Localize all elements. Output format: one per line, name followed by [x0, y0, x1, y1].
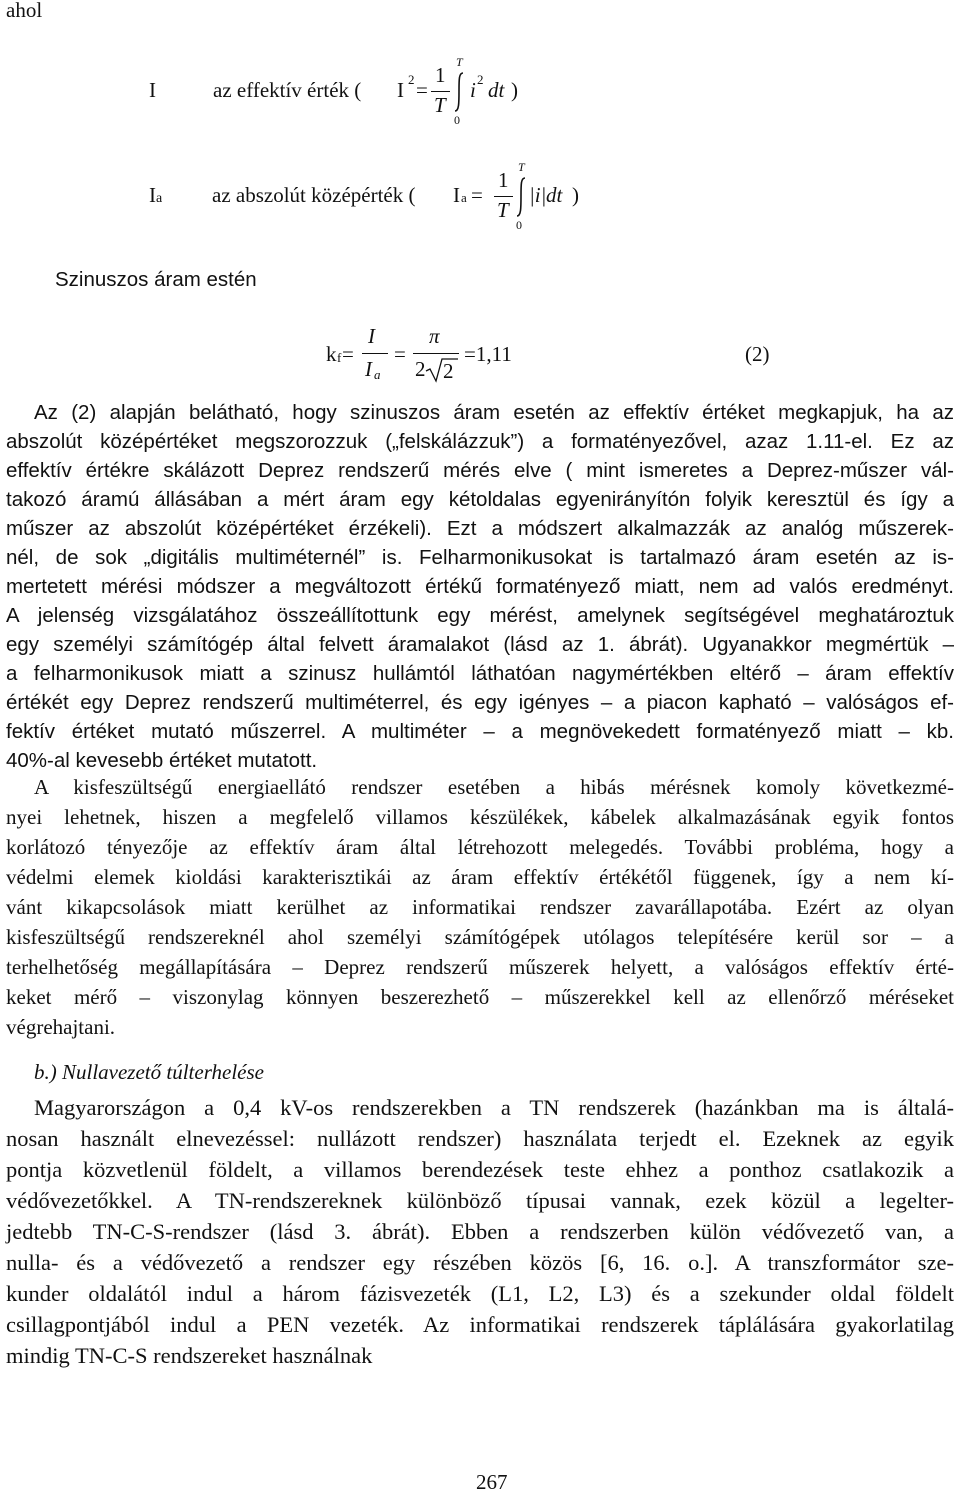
frac-numerator: 1: [435, 63, 446, 87]
formula-eq: =: [342, 342, 354, 366]
integrand: i: [470, 78, 476, 102]
sqrt-radicand: 2: [443, 359, 454, 383]
definition-rms: [0, 55, 960, 125]
paragraph-line: keket mérő – viszonylag könnyen beszerezhető – műszerekkel kell az ellenőrző méréseket: [6, 985, 954, 1009]
formula-lhs: k: [326, 342, 337, 366]
section-heading: b.) Nullavezető túlterhelése: [34, 1060, 264, 1084]
formula-result: =1,11: [464, 342, 512, 366]
differential: dt: [488, 78, 505, 102]
paragraph-line: A jelenség vizsgálatához összeállítottunk egy mérést, amelynek segítségével meghatároztuk: [6, 604, 954, 627]
paragraph-line: abszolút középértéket megszorozzuk („felskálázzuk”) a formatényezővel, azaz 1.11-el. Ez az: [6, 430, 954, 453]
paragraph-line: nél, de sok „digitális multiméternél” is. Felharmonikusokat is tartalmazó áram esetén az is-: [6, 546, 954, 569]
paragraph-line: kunder oldalától indul a három fázisvezeték (L1, L2, L3) és a szekunder oldal földelt: [6, 1281, 954, 1306]
integral-sign-icon: [514, 176, 528, 218]
frac-numerator: 1: [498, 168, 509, 192]
paragraph-line: egy személyi számítógép által felvett áramalakot (lásd az 1. ábrát). Ugyanakkor megmértük –: [6, 633, 954, 656]
definition-symbol-sub: a: [156, 191, 163, 206]
frac-denominator: I: [365, 357, 372, 381]
frac-bar: [413, 353, 459, 354]
formula-lhs-sup: 2: [408, 72, 415, 87]
frac-bar: [431, 91, 450, 92]
paragraph-line: mindig TN-C-S rendszereket használnak: [6, 1343, 373, 1368]
paragraph-line: A kisfeszültségű energiaellátó rendszer esetében a hibás mérésnek komoly következmé-: [34, 775, 954, 799]
frac-numerator: I: [368, 324, 375, 348]
equation-number: (2): [745, 342, 770, 366]
formula-lhs-sub: a: [461, 190, 467, 205]
paragraph-line: Magyarországon a 0,4 kV-os rendszerekben a TN rendszerek (hazánkban ma is általá-: [34, 1095, 954, 1120]
paragraph-line: takozó áramú állásában a mért áram egy kétoldalas egyenirányítón folyik keresztül és így a: [6, 488, 954, 511]
paragraph-3: [0, 1092, 960, 1382]
formula-lhs-sub: f: [337, 350, 342, 365]
integrand: |i|: [529, 183, 547, 207]
frac-bar: [494, 196, 513, 197]
paragraph-line: értékét egy Deprez rendszerű multiméterrel, és egy igényes – a piacon kapható – valóságos ef-: [6, 691, 954, 714]
paragraph-line: pontja közvetlenül földelt, a villamos berendezések teste ehhez a ponthoz csatlakozik a: [6, 1157, 954, 1182]
paragraph-line: védelmi elemek kioldási karakterisztikái az áram effektív értékétől függenek, így a nem kí-: [6, 865, 954, 889]
paragraph-line: fektív értéket mutató műszerrel. A multiméter – a megnövekedett formatényező miatt – kb.: [6, 720, 954, 743]
formula-eq: =: [416, 78, 428, 102]
paragraph-line: nulla- és a védővezető a rendszer egy részében közös [6, 16. o.]. A transzformátor sze-: [6, 1250, 954, 1275]
paragraph-line: Az (2) alapján belátható, hogy szinuszos áram esetén az effektív értéket megkapjuk, ha az: [34, 401, 954, 424]
close-paren: ): [572, 183, 579, 207]
integrand-sup: 2: [477, 72, 484, 87]
frac-numerator: π: [429, 324, 440, 348]
paragraph-line: 40%-al kevesebb értéket mutatott.: [6, 749, 318, 772]
form-factor-formula: [0, 322, 960, 398]
paragraph-line: korlátozó tényezője az effektív áram által létrehozott melegedés. További probléma, hogy a: [6, 835, 954, 859]
paragraph-line: csillagpontjából indul a PEN vezeték. Az informatikai rendszerek táplálására gyakorlatilag: [6, 1312, 954, 1337]
formula-lhs: I: [397, 78, 404, 102]
paragraph-1: [0, 398, 960, 778]
paragraph-line: vánt kikapcsolások miatt kerülhet az informatikai rendszer zavarállapotába. Ezért az olyan: [6, 895, 954, 919]
definition-symbol: I: [149, 183, 156, 207]
integral-lower: 0: [516, 218, 522, 232]
definition-text: az effektív érték (: [213, 78, 362, 102]
definition-abs-mean: [0, 155, 960, 235]
differential: dt: [546, 183, 563, 207]
header-word: ahol: [6, 0, 43, 22]
paragraph-line: jedtebb TN-C-S-rendszer (lásd 3. ábrát). Ebben a rendszerben külön védővezető van, a: [6, 1219, 954, 1244]
frac-bar: [362, 353, 388, 354]
paragraph-line: a felharmonikusok miatt a szinusz hullámtól láthatóan nagymértékben eltérő – áram effektív: [6, 662, 954, 685]
integral-sign-icon: [452, 71, 466, 113]
sinus-heading: Szinuszos áram estén: [55, 268, 257, 291]
integral-lower: 0: [454, 113, 460, 127]
definition-symbol: I: [149, 78, 156, 102]
close-paren: ): [511, 78, 518, 102]
paragraph-line: nyei lehetnek, hiszen a megfelelő villamos készülékek, kábelek alkalmazásának egyik fontos: [6, 805, 954, 829]
integral-upper: T: [456, 55, 463, 69]
paragraph-line: műszer az abszolút középértéket érzékeli). Ezt a módszert alkalmazzák az analóg műszerek-: [6, 517, 954, 540]
formula-lhs: I: [453, 183, 460, 207]
paragraph-line: effektív értékre skálázott Deprez rendszerű mérés elve ( mint ismeretes a Deprez-műszer vál-: [6, 459, 954, 482]
formula-eq: =: [471, 183, 483, 207]
paragraph-line: védővezetőkkel. A TN-rendszereknek különböző típusai vannak, ezek közül a legelter-: [6, 1188, 954, 1213]
paragraph-line: terhelhetőség megállapítására – Deprez rendszerű műszerek helyett, a valóságos effektív érté-: [6, 955, 954, 979]
sqrt-sign-icon: [425, 357, 459, 383]
definition-text: az abszolút középérték (: [212, 183, 416, 207]
frac-denominator: 2: [415, 357, 426, 381]
paragraph-2: [0, 773, 960, 1073]
formula-eq: =: [394, 342, 406, 366]
integral-upper: T: [518, 160, 525, 174]
paragraph-line: végrehajtani.: [6, 1015, 116, 1039]
paragraph-line: mertetett mérési módszer a megváltozott értékű formatényező miatt, nem ad valós eredményt.: [6, 575, 954, 598]
paragraph-line: kisfeszültségű rendszereknél ahol személyi számítógépek utólagos telepítésére kerül sor – a: [6, 925, 954, 949]
frac-denominator: T: [497, 198, 509, 222]
frac-denominator-sub: a: [374, 367, 381, 382]
frac-denominator: T: [434, 93, 446, 117]
page-number: 267: [476, 1470, 508, 1494]
paragraph-line: nosan használt elnevezéssel: nullázott rendszer) használata terjedt el. Ezeknek az egyik: [6, 1126, 954, 1151]
